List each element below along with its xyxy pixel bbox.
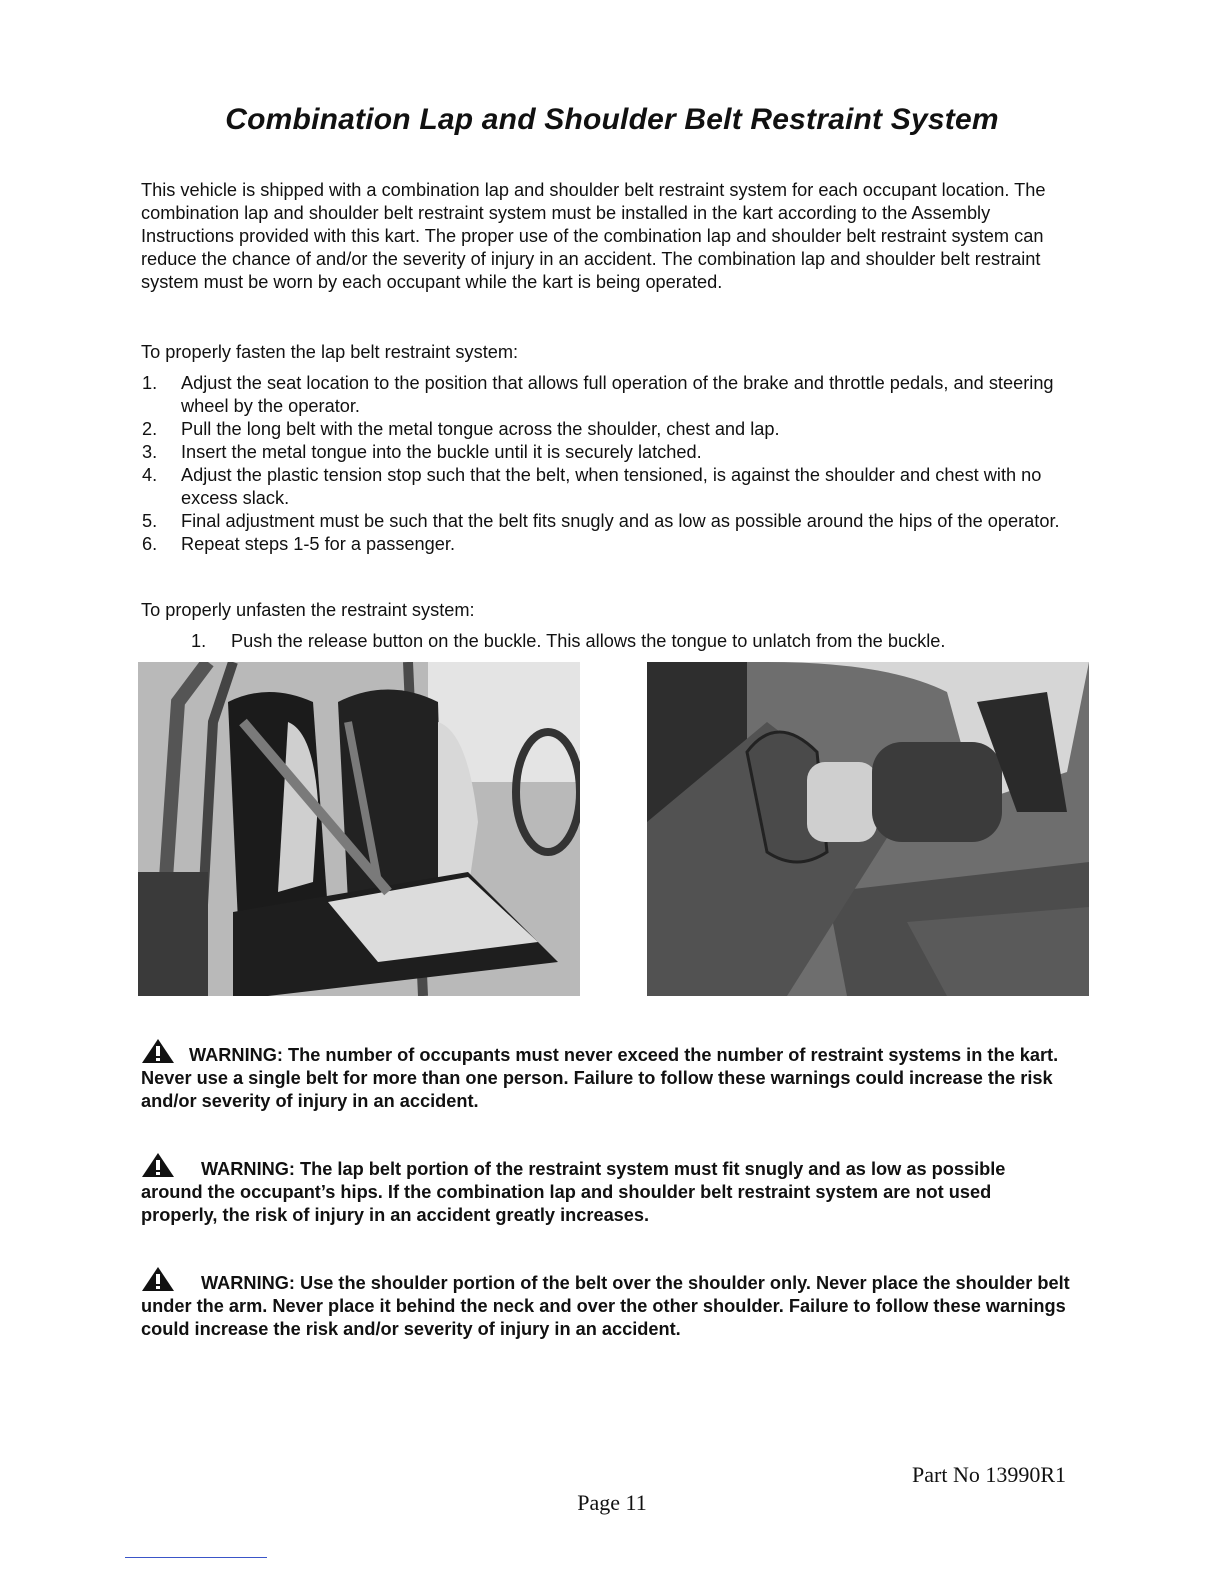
- part-number: Part No 13990R1: [912, 1462, 1066, 1487]
- step-number: 1.: [142, 373, 158, 393]
- step-text: Insert the metal tongue into the buckle until it is securely latched.: [181, 442, 702, 462]
- fasten-steps-list: [141, 372, 1061, 556]
- step-text: Push the release button on the buckle. This allows the tongue to unlatch from the buckle.: [231, 631, 946, 651]
- list-item: [141, 441, 1061, 464]
- step-number: 3.: [142, 442, 158, 462]
- page-title: Combination Lap and Shoulder Belt Restraint System: [225, 103, 999, 136]
- warning-triangle-icon: [141, 1152, 175, 1178]
- step-number: 2.: [142, 419, 158, 439]
- step-text: Repeat steps 1-5 for a passenger.: [181, 534, 455, 554]
- step-number: 4.: [142, 465, 158, 485]
- list-item: [141, 510, 1061, 533]
- step-number: 5.: [142, 511, 158, 531]
- photo-kart-seats: [138, 662, 580, 996]
- warning-occupants: [141, 1038, 1071, 1113]
- intro-paragraph: This vehicle is shipped with a combination lap and shoulder belt restraint system for each occupant location. The combination lap and shoulder belt restraint system must be installed in the kart according to the Assembly Instructions provided with this kart. The proper use of the combination lap and shoulder belt restraint system can reduce the chance of and/or the severity of injury in an accident. The combination lap and shoulder belt restraint system must be worn by each occupant while the kart is being operated.: [141, 180, 1046, 292]
- step-text: Final adjustment must be such that the belt fits snugly and as low as possible around the hips of the operator.: [181, 511, 1060, 531]
- list-item: [141, 533, 1061, 556]
- page-number: Page 11: [577, 1490, 647, 1515]
- list-item: [191, 630, 1071, 653]
- fasten-lead: To properly fasten the lap belt restraint system:: [141, 342, 519, 362]
- footer-rule: [125, 1557, 267, 1558]
- list-item: [141, 464, 1061, 510]
- warning-text: WARNING: The number of occupants must never exceed the number of restraint systems in the kart. Never use a single belt for more than one person. Failure to follow these warnings could increase the risk and/or severity of injury in an accident.: [141, 1045, 1059, 1111]
- warning-lap-belt: [141, 1152, 1071, 1227]
- step-number: 1.: [191, 631, 207, 651]
- step-text: Pull the long belt with the metal tongue across the shoulder, chest and lap.: [181, 419, 780, 439]
- step-number: 6.: [142, 534, 158, 554]
- unfasten-lead: To properly unfasten the restraint system:: [141, 600, 475, 620]
- step-text: Adjust the plastic tension stop such that the belt, when tensioned, is against the shoulder and chest with no excess slack.: [181, 465, 1042, 508]
- warning-text: WARNING: Use the shoulder portion of the belt over the shoulder only. Never place the shoulder belt under the arm. Never place it behind the neck and over the other shoulder. Failure to follow these warnings could increase the risk and/or severity of injury in an accident.: [141, 1273, 1070, 1339]
- photo-buckle-closeup: [647, 662, 1089, 996]
- warning-shoulder-belt: [141, 1266, 1071, 1341]
- unfasten-steps-list: [191, 630, 1071, 653]
- warning-text: WARNING: The lap belt portion of the restraint system must fit snugly and as low as possible around the occupant’s hips. If the combination lap and shoulder belt restraint system are not used properly, the risk of injury in an accident greatly increases.: [141, 1159, 1006, 1225]
- list-item: [141, 418, 1061, 441]
- list-item: [141, 372, 1061, 418]
- step-text: Adjust the seat location to the position that allows full operation of the brake and throttle pedals, and steering wheel by the operator.: [181, 373, 1054, 416]
- warning-triangle-icon: [141, 1266, 175, 1292]
- warning-triangle-icon: [141, 1038, 175, 1064]
